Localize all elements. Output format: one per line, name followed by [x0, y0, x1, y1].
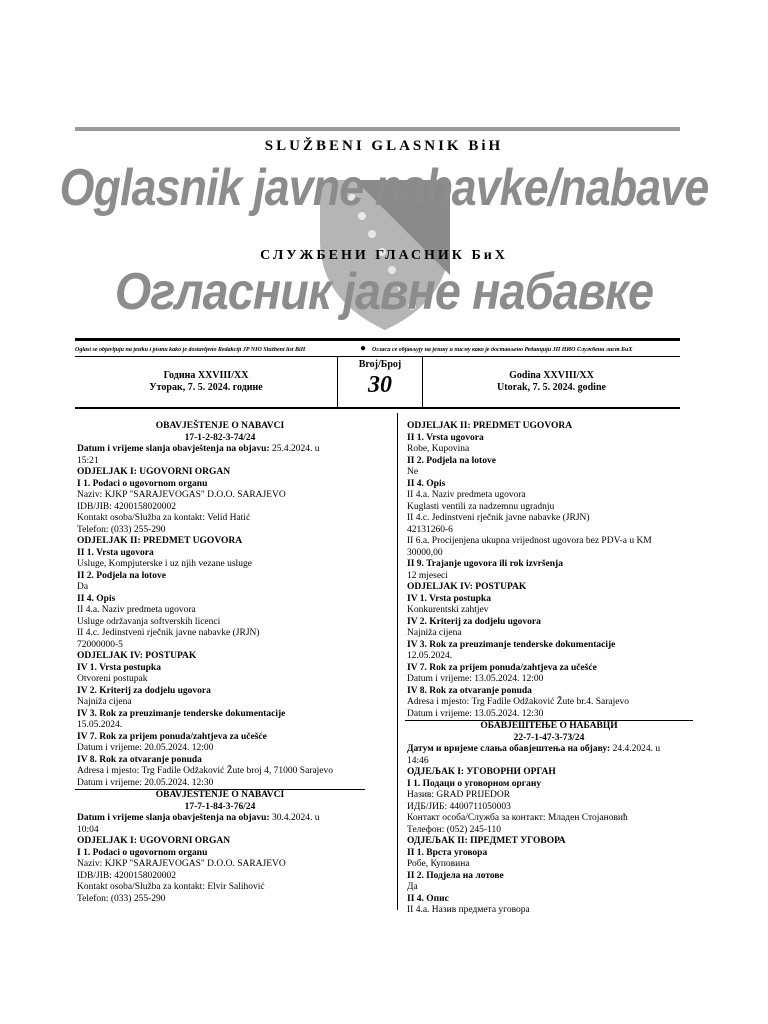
field-value: Ne [407, 467, 419, 477]
section-label: Датум и вријеме слања обавјештења на објаву: 24.4.2024. u [407, 744, 661, 754]
masthead-latin-title: Oglasnik javne nabavke/nabave [59, 159, 709, 217]
tagline-cyrillic: Огласи се објављују на језику и писму како је достављено Редакцији ЈП НИО Службени лист БиХ [372, 347, 633, 353]
header-rule-thick [75, 338, 680, 341]
date-cyrillic: Уторак, 7. 5. 2024. године [149, 382, 263, 393]
field-value: Najniža cijena [407, 628, 462, 638]
field-value: Telefon: (033) 255-290 [77, 893, 166, 904]
field-value: II 6.a. Procijenjena ukupna vrijednost ugovora bez PDV-a u KM [407, 536, 652, 546]
field-value: Usluge održavanja softverskih licenci [77, 616, 221, 627]
issue-label: Broj/Број [358, 359, 402, 370]
masthead-top-rule [75, 127, 680, 131]
field-value: 30000,00 [407, 547, 443, 558]
field-value: Datum i vrijeme: 13.05.2024. 12:00 [407, 674, 544, 684]
field-value: Usluge, Kompjuterske i uz njih vezane usluge [77, 559, 252, 569]
issue-number: 30 [368, 372, 392, 398]
masthead-cyrillic-subtitle: СЛУЖБЕНИ ГЛАСНИК БиХ [260, 248, 508, 263]
field-value: Telefon: (033) 255-290 [77, 524, 166, 535]
field-value: Datum i vrijeme: 13.05.2024. 12:30 [407, 708, 544, 719]
section-label: Datum i vrijeme slanja obavještenja na objavu: 25.4.2024. u [77, 444, 320, 454]
section-label: ODJELJAK II: PREDMET UGOVORA [407, 421, 573, 431]
section-label: Datum i vrijeme slanja obavještenja na objavu: 30.4.2024. u [77, 813, 320, 823]
field-value: II 4.a. Naziv predmeta ugovora [407, 490, 526, 500]
field-value: 12 mjeseci [407, 570, 448, 581]
section-label: I 1. Подаци о уговорном органу [407, 778, 542, 789]
masthead-cyrillic-title: Оглaсник јaвне нaбaвке [114, 263, 654, 321]
field-value: II 4.c. Jedinstveni rječnik javne nabavke (JRJN) [407, 513, 590, 523]
section-label: II 1. Врста уговора [407, 847, 488, 858]
section-label: ОДЈЕЉАК II: ПРЕДМЕТ УГОВОРА [407, 836, 566, 846]
section-label: IV 3. Rok za preuzimanje tenderske dokumentacije [77, 708, 286, 719]
field-value: Datum i vrijeme: 20.05.2024. 12:30 [77, 777, 214, 788]
issue-number-box [338, 359, 422, 399]
section-label: II 1. Vrsta ugovora [407, 432, 484, 443]
field-value-inline: 24.4.2024. u [610, 744, 661, 754]
field-value: Najniža cijena [77, 697, 132, 707]
field-value: 12.05.2024. [407, 651, 453, 661]
column-divider [397, 413, 398, 910]
field-value: Naziv: KJKP "SARAJEVOGAS" D.O.O. SARAJEVO [77, 859, 286, 869]
field-value: Назив: GRAD PRIJEDOR [407, 790, 511, 800]
issue-info-cyrillic [75, 370, 337, 394]
notice-heading: OBAVJEŠTENJE O NABAVCI [155, 790, 285, 800]
masthead-latin-subtitle: SLUŽBENI GLASNIK BiH [264, 138, 504, 154]
field-value: Robe, Kupovina [407, 444, 470, 454]
section-label: I 1. Podaci o ugovornom organu [77, 847, 208, 858]
field-value: II 4.a. Naziv predmeta ugovora [77, 605, 196, 615]
field-value: Konkurentski zahtjev [407, 605, 489, 615]
section-label: II 2. Podjela na lotove [77, 570, 166, 581]
section-label: ODJELJAK I: UGOVORNI ORGAN [77, 467, 231, 477]
notice-heading: 17-7-1-84-3-76/24 [184, 801, 256, 812]
field-value: 72000000-5 [77, 639, 123, 650]
field-value: Otvoreni postupak [77, 674, 148, 684]
date-latin: Utorak, 7. 5. 2024. godine [497, 382, 606, 393]
field-value: Робе, Куповина [407, 859, 470, 869]
right-column [405, 421, 693, 917]
section-label: IV 1. Vrsta postupka [407, 593, 491, 604]
section-label: ODJELJAK IV: POSTUPAK [77, 651, 197, 661]
field-value: Adresa i mjesto: Trg Fadile Odžaković Žute broj 4, 71000 Sarajevo [77, 766, 334, 776]
section-label: IV 3. Rok za preuzimanje tenderske dokumentacije [407, 639, 616, 650]
section-label: IV 8. Rok za otvaranje ponuda [407, 685, 532, 696]
notice-heading: 17-1-2-82-3-74/24 [184, 432, 256, 443]
field-value: II 4.a. Назив предмета уговора [407, 905, 530, 915]
section-label: II 2. Podjela na lotove [407, 455, 496, 466]
bullet-dot: ● [360, 343, 367, 354]
section-label: IV 1. Vrsta postupka [77, 662, 161, 673]
notice-heading: 22-7-1-47-3-73/24 [513, 732, 585, 743]
section-label: IV 7. Rok za prijem ponuda/zahtjeva za učešće [407, 662, 597, 673]
section-label: IV 2. Kriterij za dodjelu ugovora [407, 616, 541, 627]
section-label: ОДЈЕЉАК I: УГОВОРНИ ОРГАН [407, 767, 556, 777]
field-value-inline: 30.4.2024. u [269, 813, 320, 823]
field-value: 15.05.2024. [77, 720, 123, 730]
field-value: Kontakt osoba/Služba za kontakt: Elvir Salihović [77, 882, 265, 892]
field-value: ИДБ/ЈИБ: 4400711050003 [407, 801, 511, 812]
field-value: Datum i vrijeme: 20.05.2024. 12:00 [77, 743, 214, 753]
field-value: 14:46 [407, 755, 429, 766]
section-label: ODJELJAK II: PREDMET UGOVORA [77, 536, 243, 546]
field-value: Kontakt osoba/Služba za kontakt: Velid Hatić [77, 513, 251, 523]
field-value: Kuglasti ventili za nadzemnu ugradnju [407, 501, 555, 512]
year-cyrillic: Година XXVIII/XX [163, 370, 249, 381]
field-value: Телефон: (052) 245-110 [407, 824, 501, 835]
field-value: IDB/JIB: 4200158020002 [77, 870, 176, 881]
field-value: Контакт особа/Служба за контакт: Младен Стојановић [407, 813, 628, 823]
left-column [75, 421, 365, 905]
section-label: II 4. Opis [407, 478, 446, 489]
field-value: 42131260-6 [407, 524, 453, 535]
field-value: 15:21 [77, 455, 99, 466]
section-label: II 2. Подјела на лотове [407, 870, 504, 881]
section-label: IV 2. Kriterij za dodjelu ugovora [77, 685, 211, 696]
field-value: Da [77, 582, 89, 592]
section-label: II 9. Trajanje ugovora ili rok izvršenja [407, 559, 563, 569]
notice-heading: ОБАВЈЕШТЕЊЕ О НАБАВЦИ [480, 721, 618, 731]
field-value: IDB/JIB: 4200158020002 [77, 501, 176, 512]
section-label: II 4. Opis [77, 593, 116, 604]
header-rule-bottom [75, 407, 680, 409]
header-rule-thin [75, 356, 680, 357]
field-value: II 4.c. Jedinstveni rječnik javne nabavke (JRJN) [77, 628, 260, 638]
field-value: Да [407, 882, 418, 892]
section-label: II 4. Опис [407, 893, 449, 904]
notice-heading: OBAVJEŠTENJE O NABAVCI [155, 421, 285, 431]
section-label: ODJELJAK I: UGOVORNI ORGAN [77, 836, 231, 846]
field-value: Adresa i mjesto: Trg Fadile Odžaković Žute br.4. Sarajevo [407, 697, 629, 707]
section-label: ODJELJAK IV: POSTUPAK [407, 582, 527, 592]
section-label: I 1. Podaci o ugovornom organu [77, 478, 208, 489]
year-latin: Godina XXVIII/XX [509, 370, 594, 381]
issue-info-latin [423, 370, 680, 394]
field-value: Naziv: KJKP "SARAJEVOGAS" D.O.O. SARAJEVO [77, 490, 286, 500]
section-label: IV 8. Rok za otvaranje ponuda [77, 754, 202, 765]
field-value: 10:04 [77, 824, 99, 835]
tagline-latin: Oglasi se objavljuju na jeziku i pismu kako je dostavljeno Redakciji JP NIO Službeni list BiH [75, 347, 306, 353]
section-label: II 1. Vrsta ugovora [77, 547, 154, 558]
field-value-inline: 25.4.2024. u [269, 444, 320, 454]
section-label: IV 7. Rok za prijem ponuda/zahtjeva za učešće [77, 731, 267, 742]
